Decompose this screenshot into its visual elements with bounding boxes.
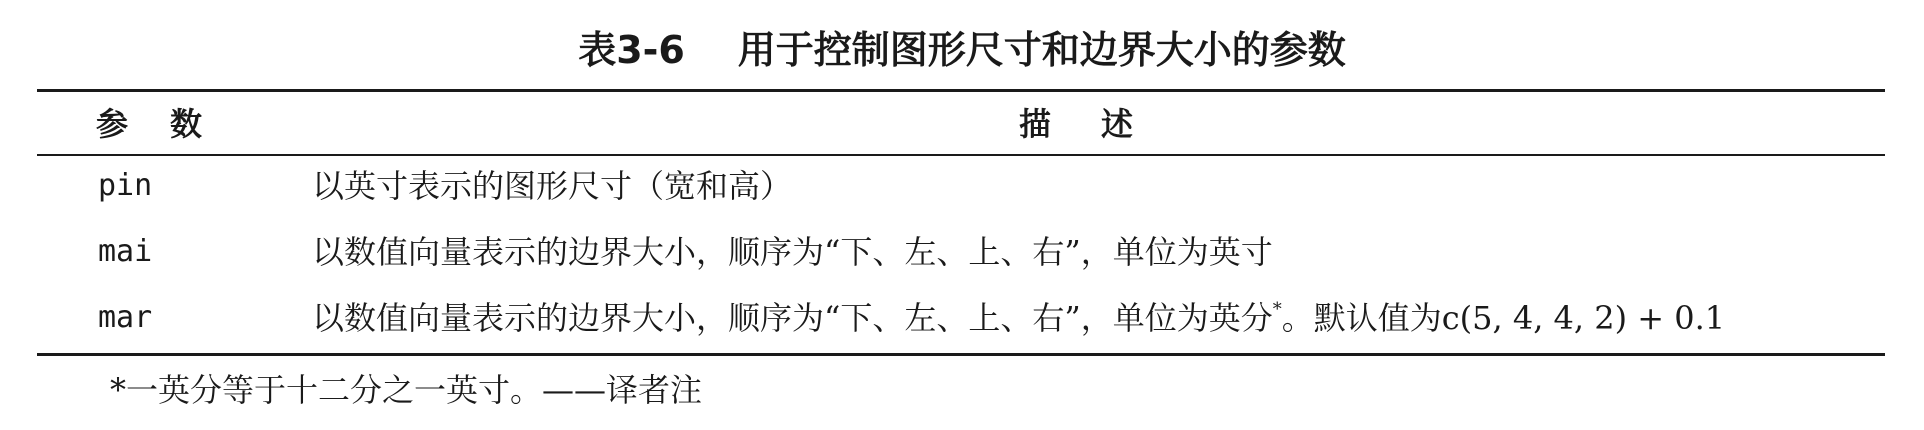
param-name: mai bbox=[98, 234, 153, 269]
table-header-row bbox=[0, 96, 1924, 152]
param-name: pin bbox=[98, 168, 153, 203]
table-caption: 表3-6 用于控制图形尺寸和边界大小的参数 bbox=[578, 28, 1346, 72]
table-row bbox=[0, 156, 1924, 216]
table-row bbox=[0, 288, 1924, 348]
param-description: 以数值向量表示的边界大小，顺序为“下、左、上、右”，单位为英分*。默认值为c(5, 4, 4, 2) + 0.1 bbox=[312, 299, 1726, 337]
table-row bbox=[0, 222, 1924, 282]
param-column-header: 参数 bbox=[96, 105, 245, 143]
param-description: 以数值向量表示的边界大小，顺序为“下、左、上、右”，单位为英寸 bbox=[312, 233, 1273, 271]
bottom-rule bbox=[37, 353, 1885, 356]
description-column-header: 描述 bbox=[1019, 105, 1184, 143]
footnote-marker: * bbox=[1272, 299, 1282, 320]
param-description: 以英寸表示的图形尺寸（宽和高） bbox=[312, 167, 793, 205]
table-footnote: *一英分等于十二分之一英寸。——译者注 bbox=[110, 371, 703, 409]
param-name: mar bbox=[98, 300, 153, 335]
top-rule bbox=[37, 89, 1885, 92]
